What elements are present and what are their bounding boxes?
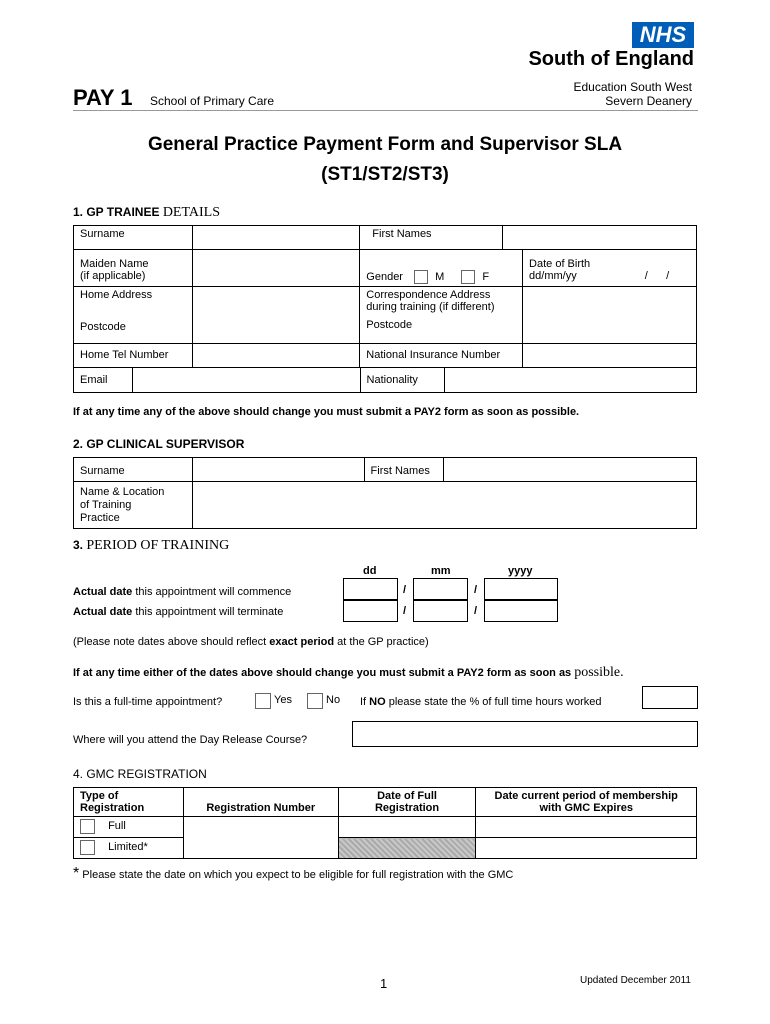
terminate-yyyy-input[interactable] bbox=[484, 600, 558, 622]
terminate-bold: Actual date bbox=[73, 606, 133, 618]
supervisor-surname-label: Surname bbox=[74, 458, 193, 482]
gmc-limited-label: Limited* bbox=[108, 841, 148, 854]
gmc-expiry-field-limited[interactable] bbox=[476, 838, 697, 859]
gmc-full-checkbox[interactable] bbox=[80, 819, 95, 834]
slash-1: / bbox=[403, 584, 407, 596]
nationality-field[interactable] bbox=[445, 368, 697, 392]
practice-location-label bbox=[74, 482, 193, 529]
footnote-text: Please state the date on which you expect to be eligible for full registration with the GMC bbox=[79, 869, 514, 881]
header-rule bbox=[73, 110, 698, 111]
if-no-a: If bbox=[360, 696, 370, 708]
commence-bold: Actual date bbox=[73, 586, 133, 598]
region-name: South of England bbox=[528, 48, 694, 70]
slash-2: / bbox=[474, 584, 478, 596]
surname-field[interactable] bbox=[192, 226, 359, 250]
terminate-mm-input[interactable] bbox=[413, 600, 468, 622]
gmc-col-expiry bbox=[476, 788, 697, 817]
practice-location-line-1: Name & Location bbox=[80, 486, 165, 498]
corr-note-a: during training bbox=[366, 301, 436, 313]
gmc-row-full bbox=[74, 817, 184, 838]
fulltime-no-label: No bbox=[326, 694, 341, 706]
if-no-b: NO bbox=[369, 696, 386, 708]
commence-dd-input[interactable] bbox=[343, 578, 398, 600]
corr-note-b: (if different) bbox=[436, 301, 495, 313]
note-a: (Please note dates above should reflect bbox=[73, 636, 270, 648]
section-1-heading-b: DETAILS bbox=[162, 205, 221, 220]
supervisor-table bbox=[73, 457, 697, 529]
section-3-heading-text: PERIOD OF TRAINING bbox=[86, 538, 230, 553]
exact-period-note bbox=[73, 636, 429, 648]
section-1-change-notice: If at any time any of the above should change you must submit a PAY2 form as soon as possible. bbox=[73, 406, 580, 418]
updated-date: Updated December 2011 bbox=[580, 975, 691, 986]
note-c: at the GP practice) bbox=[334, 636, 429, 648]
day-release-question: Where will you attend the Day Release Course? bbox=[73, 734, 308, 746]
gender-f-checkbox[interactable] bbox=[461, 270, 475, 284]
supervisor-surname-field[interactable] bbox=[192, 458, 364, 482]
practice-location-line-2: of Training bbox=[80, 499, 132, 511]
supervisor-first-names-field[interactable] bbox=[444, 458, 697, 482]
school-name: School of Primary Care bbox=[150, 94, 275, 108]
col-mm-label: mm bbox=[431, 565, 451, 577]
page-number: 1 bbox=[380, 976, 388, 991]
gmc-col-full-date-1: Date of Full bbox=[377, 790, 437, 802]
gmc-limited-checkbox[interactable] bbox=[80, 840, 95, 855]
terminate-dd-input[interactable] bbox=[343, 600, 398, 622]
corr-address-label bbox=[360, 287, 523, 344]
slash-4: / bbox=[474, 605, 478, 617]
section-3-change-notice bbox=[73, 665, 624, 681]
trainee-details-table bbox=[73, 225, 697, 368]
fulltime-yes-checkbox[interactable] bbox=[255, 693, 271, 709]
fulltime-percent-input[interactable] bbox=[642, 686, 698, 709]
change-a: If at any time either of the dates above should change you must submit a PAY2 form as soon as bbox=[73, 667, 575, 679]
org-line-2: Severn Deanery bbox=[605, 94, 692, 108]
section-3-heading bbox=[73, 538, 229, 554]
gmc-col-full-date-2: Registration bbox=[374, 802, 440, 814]
change-b: possible. bbox=[574, 665, 624, 680]
section-2-heading: 2. GP CLINICAL SUPERVISOR bbox=[73, 437, 245, 451]
if-no-text bbox=[360, 696, 602, 708]
maiden-name-field[interactable] bbox=[192, 250, 359, 287]
gmc-reg-number-field[interactable] bbox=[183, 817, 338, 859]
nationality-label: Nationality bbox=[360, 368, 445, 392]
dob-label: Date of Birth bbox=[529, 258, 591, 270]
page-title: General Practice Payment Form and Supervisor SLA bbox=[147, 134, 623, 155]
gmc-row-limited bbox=[74, 838, 184, 859]
email-row-table bbox=[73, 368, 697, 393]
gmc-expiry-field-full[interactable] bbox=[476, 817, 697, 838]
gmc-table bbox=[73, 787, 697, 859]
corr-address-field[interactable] bbox=[523, 287, 697, 344]
home-tel-field[interactable] bbox=[192, 344, 359, 368]
first-names-label: First Names bbox=[360, 226, 503, 250]
ni-number-field[interactable] bbox=[523, 344, 697, 368]
gmc-col-expiry-2: with GMC Expires bbox=[539, 802, 633, 814]
section-3-heading-num: 3. bbox=[73, 538, 87, 552]
supervisor-first-names-label: First Names bbox=[364, 458, 444, 482]
home-address-label bbox=[74, 287, 193, 344]
col-yyyy-label: yyyy bbox=[508, 565, 533, 577]
email-label: Email bbox=[74, 368, 133, 392]
gmc-footnote bbox=[73, 865, 513, 883]
home-tel-label: Home Tel Number bbox=[74, 344, 193, 368]
slash-3: / bbox=[403, 605, 407, 617]
gender-m-checkbox[interactable] bbox=[414, 270, 428, 284]
postcode-label: Postcode bbox=[80, 321, 126, 333]
terminate-label bbox=[73, 606, 283, 618]
maiden-name-text: Maiden Name bbox=[80, 258, 149, 270]
postcode2-label: Postcode bbox=[366, 319, 413, 331]
commence-text: this appointment will commence bbox=[132, 586, 292, 598]
if-no-c: please state the % of full time hours worked bbox=[385, 696, 602, 708]
home-address-field[interactable] bbox=[192, 287, 359, 344]
gender-f-label: F bbox=[482, 270, 490, 283]
day-release-input[interactable] bbox=[352, 721, 698, 747]
fulltime-yes-label: Yes bbox=[274, 694, 292, 706]
dob-format: dd/mm/yy bbox=[529, 270, 577, 282]
nhs-logo: NHS bbox=[632, 22, 694, 48]
gmc-col-reg-num: Registration Number bbox=[183, 788, 338, 817]
corr-address-text: Correspondence Address bbox=[366, 289, 491, 301]
fulltime-question: Is this a full-time appointment? bbox=[73, 696, 223, 708]
dob-cell[interactable] bbox=[523, 250, 697, 287]
col-dd-label: dd bbox=[363, 565, 377, 577]
terminate-text: this appointment will terminate bbox=[132, 606, 284, 618]
first-names-field[interactable] bbox=[503, 226, 697, 250]
gmc-full-date-disabled bbox=[338, 838, 476, 859]
gmc-col-type bbox=[74, 788, 184, 817]
commence-mm-input[interactable] bbox=[413, 578, 468, 600]
gender-label: Gender bbox=[366, 270, 403, 283]
ni-number-label: National Insurance Number bbox=[360, 344, 523, 368]
section-1-heading bbox=[73, 205, 220, 221]
commence-label bbox=[73, 586, 291, 598]
dob-slashes: / / bbox=[644, 270, 670, 282]
gender-cell bbox=[360, 250, 523, 287]
gmc-full-label: Full bbox=[108, 820, 126, 833]
gmc-col-expiry-1: Date current period of membership bbox=[494, 790, 678, 802]
gmc-full-date-field[interactable] bbox=[338, 817, 476, 838]
section-1-heading-a: 1. GP TRAINEE bbox=[73, 205, 163, 219]
footnote-star: * bbox=[73, 865, 80, 882]
gender-m-label: M bbox=[435, 270, 445, 283]
page-subtitle: (ST1/ST2/ST3) bbox=[321, 164, 449, 185]
fulltime-no-checkbox[interactable] bbox=[307, 693, 323, 709]
commence-yyyy-input[interactable] bbox=[484, 578, 558, 600]
form-code: PAY 1 bbox=[73, 85, 133, 110]
maiden-name-label bbox=[74, 250, 193, 287]
org-line-1: Education South West bbox=[573, 80, 692, 94]
section-4-heading: 4. GMC REGISTRATION bbox=[73, 767, 207, 781]
maiden-name-note: (if applicable) bbox=[80, 270, 146, 282]
gmc-col-type-2: Registration bbox=[80, 802, 145, 814]
practice-location-field[interactable] bbox=[192, 482, 696, 529]
home-address-text: Home Address bbox=[80, 289, 153, 301]
gmc-col-full-date bbox=[338, 788, 476, 817]
gmc-col-type-1: Type of bbox=[80, 790, 119, 802]
practice-location-line-3: Practice bbox=[80, 512, 120, 524]
email-field[interactable] bbox=[132, 368, 360, 392]
note-b: exact period bbox=[269, 636, 335, 648]
surname-label: Surname bbox=[74, 226, 193, 250]
